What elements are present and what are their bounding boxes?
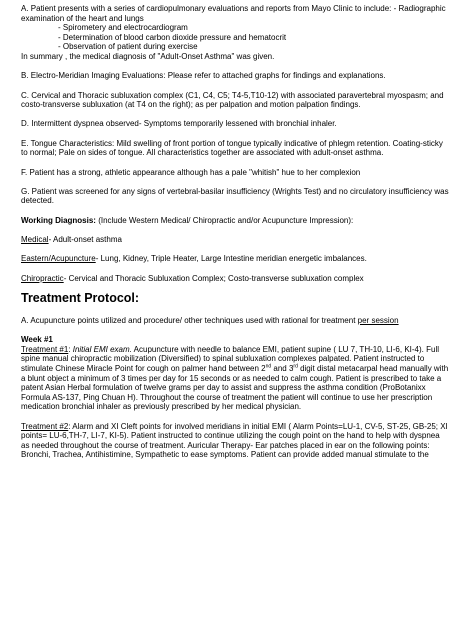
medical-label: Medical	[21, 235, 49, 244]
section-a-intro: A. Patient presents with a series of cardiopulmonary evaluations and reports from Mayo Clinic to include: - Radiographic examination of the heart and lungs	[21, 4, 446, 23]
chiropractic-text: - Cervical and Thoracic Subluxation Complex; Costo-transverse subluxation complex	[63, 273, 364, 283]
treatment-1-text: and 3	[271, 363, 294, 373]
treatment-a-underlined: per session	[357, 315, 399, 325]
treatment-1-label: Treatment #1	[21, 344, 69, 354]
treatment-a	[21, 316, 449, 326]
section-a-item: - Determination of blood carbon dioxide pressure and hematocrit	[58, 32, 287, 42]
section-a-summary: In summary , the medical diagnosis of "Adult-Onset Asthma" was given.	[21, 51, 275, 61]
treatment-1-italic: Initial EMI exam.	[72, 344, 132, 354]
chiropractic-label: Chiropractic	[21, 273, 64, 283]
eastern-diagnosis	[21, 254, 449, 264]
eastern-text: - Lung, Kidney, Triple Heater, Large Intestine meridian energetic imbalances.	[95, 254, 367, 264]
chiropractic-diagnosis	[21, 274, 449, 284]
treatment-2-text: : Alarm and XI Cleft points for involved meridians in initial EMI ( Alarm Points=LU-1, CV-5, ST-25, GB-25; XI points= LU-6,TH-7, LI-7, KI-5). Patient instructed to continue utilizing the cough point on the hand to help with dyspnea as needed throughout the course of treatment. Auricular Therapy- Ear patches placed in ear on the following points: Bronchi, Trachea, Antihistimine, Sympathetic to ease symptoms. Patient can provide added manual stimulate to the	[21, 421, 448, 460]
section-e: E. Tongue Characteristics: Mild swelling of front portion of tongue typically indicative of phlegm retention. Coating-sticky to normal; Pale on sides of tongue. All characteristics together are associated with adult-onset asthma.	[21, 138, 443, 158]
working-diagnosis-text: (Include Western Medical/ Chiropractic and/or Acupuncture Impression):	[95, 215, 354, 225]
treatment-a-text: A. Acupuncture points utilized and procedure/ other techniques used with rational for treatment	[21, 315, 358, 325]
section-d: D. Intermittent dyspnea observed- Symptoms temporarily lessened with bronchial inhaler.	[21, 119, 337, 129]
treatment-1-text: digit distal metacarpal head manually with a blunt object a minimum of 3 times per day for 15 seconds or as needed to calm cough. Patient is prescribed to take a patent Asian Herbal formulation of twelve grams per day to assist and suppress the asthma condition (ProBotanixx Formula AS-137, Ping Chuan H). Throughout the course of treatment the patient will continue to use her prescription medication bronchial inhaler as previously prescribed by her medical physician.	[21, 363, 449, 412]
section-c: C. Cervical and Thoracic subluxation complex (C1, C4, C5; T4-5,T10-12) with associated paravertebral myospasm; and costo-transverse subluxation (at T4 on the right); as per palpation and motion palpation findings.	[21, 90, 444, 110]
superscript: rd	[293, 363, 298, 370]
treatment-1-text: Acupuncture with needle to balance EMI, patient supine ( LU 7, TH-10, LI-6, KI-4). Full spine manual chiropractic mobilization (Diversified) to spinal subluxation complexes palpated. Patient instructed to stimulate Chinese Miracle Point for cough on palmer hand between 2	[21, 344, 439, 373]
section-f: F. Patient has a strong, athletic appearance although has a pale "whitish" hue to her complexion	[21, 167, 361, 177]
section-a	[21, 4, 449, 62]
section-g: G. Patient was screened for any signs of vertebral-basilar insufficiency (Wrights Test) and no circulatory insufficiency was detected.	[21, 186, 449, 206]
eastern-label: Eastern/Acupuncture	[21, 254, 96, 264]
section-a-item: - Spirometery and electrocardiogram	[58, 23, 188, 33]
week-heading: Week #1	[21, 335, 53, 345]
working-diagnosis-label: Working Diagnosis:	[21, 215, 96, 225]
working-diagnosis	[21, 216, 449, 226]
treatment-protocol-heading: Treatment Protocol:	[21, 291, 140, 306]
treatment-1	[21, 345, 449, 412]
superscript: nd	[265, 363, 272, 370]
medical-diagnosis	[21, 235, 449, 245]
section-a-item: - Observation of patient during exercise	[58, 42, 198, 52]
treatment-2	[21, 422, 449, 460]
treatment-2-label: Treatment #2	[21, 421, 69, 431]
treatment-1-colon: :	[68, 344, 73, 354]
medical-text: - Adult-onset asthma	[48, 235, 122, 244]
section-b: B. Electro-Meridian Imaging Evaluations: Please refer to attached graphs for findings and explanations.	[21, 71, 386, 81]
